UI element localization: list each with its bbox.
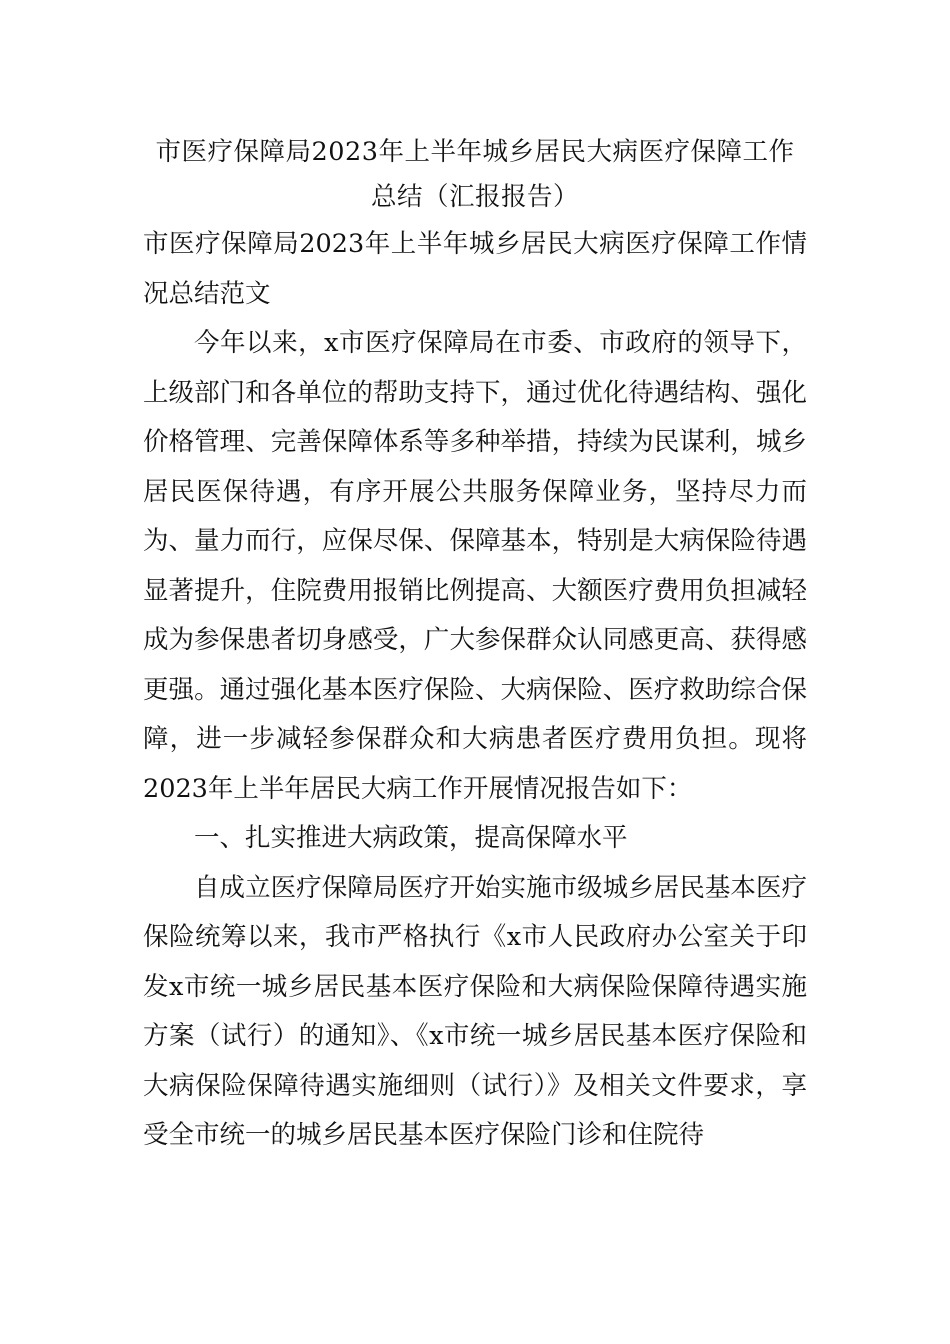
section-heading: 一、扎实推进大病政策，提高保障水平 bbox=[194, 823, 628, 853]
section-paragraph: 自成立医疗保障局医疗开始实施市级城乡居民基本医疗保险统筹以来，我市严格执行《x市人民政府办公室关于印发x市统一城乡居民基本医疗保险和大病保险保障待遇实施方案（试行）的通知》、《x市统一城乡居民基本医疗保险和大病保险保障待遇实施细则（试行）》及相关文件要求，享受全市统一的城乡居民基本医疗保险门诊和住院待 bbox=[143, 872, 807, 1150]
document-title: 市医疗保障局2023年上半年城乡居民大病医疗保障工作总结（汇报报告） bbox=[155, 137, 795, 212]
document-subtitle: 市医疗保障局2023年上半年城乡居民大病医疗保障工作情况总结范文 bbox=[143, 229, 807, 309]
intro-paragraph: 今年以来，x市医疗保障局在市委、市政府的领导下，上级部门和各单位的帮助支持下，通过优化待遇结构、强化价格管理、完善保障体系等多种举措，持续为民谋利，城乡居民医保待遇，有序开展公共服务保障业务，坚持尽力而为、量力而行，应保尽保、保障基本，特别是大病保险待遇显著提升，住院费用报销比例提高、大额医疗费用负担减轻成为参保患者切身感受，广大参保群众认同感更高、获得感更强。通过强化基本医疗保险、大病保险、医疗救助综合保障，进一步减轻参保群众和大病患者医疗费用负担。现将2023年上半年居民大病工作开展情况报告如下： bbox=[143, 328, 807, 804]
document-body bbox=[143, 130, 807, 1161]
